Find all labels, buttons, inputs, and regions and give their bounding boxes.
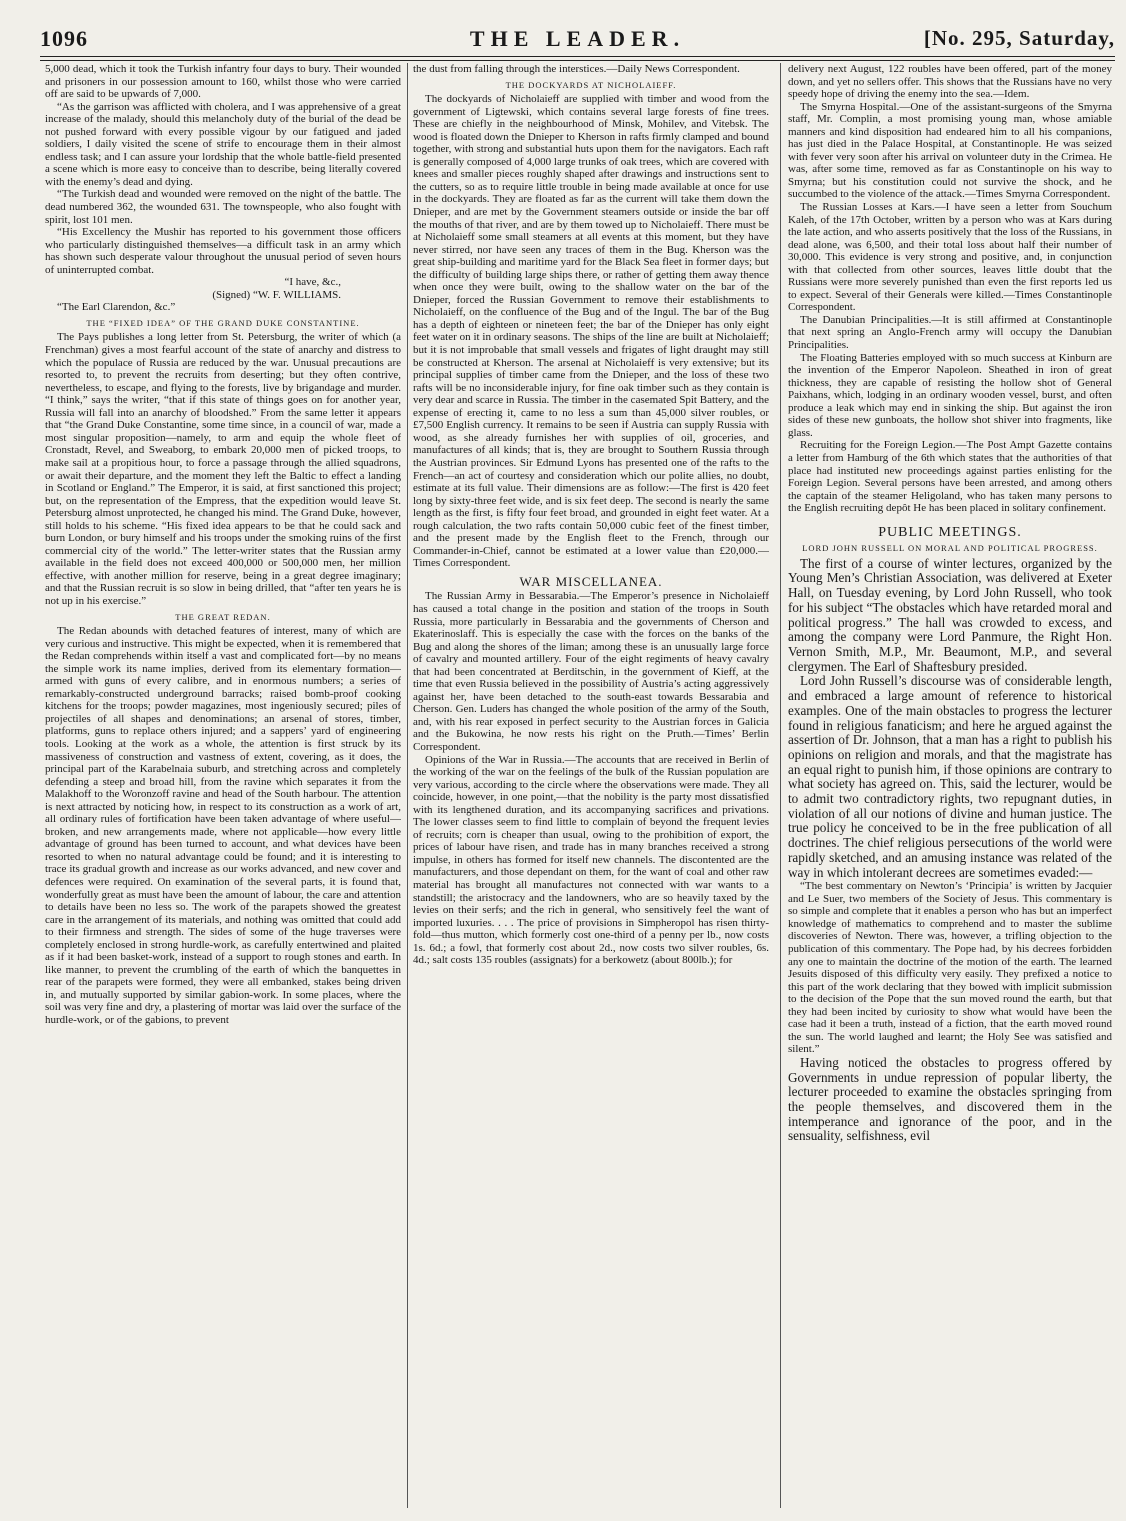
article-paragraph: The Pays publishes a long letter from St. Petersburg, the writer of which (a Frenchman) gives a most fearful account of the state of anarchy and distress to which the populace of Russia are reduced by the war. Unusual precautions are resorted to, to prevent the recruits from deserting; but they often contrive, nevertheless, to escape, and flying to the forests, live by brigandage and murder. “I think,” says the writer, “that if this state of things goes on for another year, Russia will fall into an anarchy of bloodshed.” From the same letter it appears that “the Grand Duke Constantine, some time since, in a council of war, made a most singular proposition—namely, to arm and equip the whole fleet of Cronstadt, Revel, and Sweaborg, to embark 20,000 men of picked troops, to make sail at a propitious hour, to force a passage through the allied squadrons, or await their departure, and the moment they left the Baltic to effect a landing in Scotland or England.” The Emperor, it is said, at first sanctioned this project; but, on the representation of the Empress, that the expedition would leave St. Petersburg almost unprotected, he changed his mind. The Grand Duke, however, still holds to his scheme. “His fixed idea appears to be that he could sack and burn London, or bury himself and his troops under the smoking ruins of the first commercial city of the world.” The letter-writer states that the Russian army available in the field does not exceed 400,000 or 500,000 men, her million effective, with another million for reserve, being in a great degree imaginary; and that the Russian recruit is so slow in being drilled, that “after ten years he is not up in his exercise.”	[45, 331, 401, 607]
article-paragraph: Opinions of the War in Russia.—The accounts that are received in Berlin of the working of the war on the feelings of the bulk of the Russian population are very various, according to the circle where the observations were made. They all coincide, however, in one point,—that the nobility is the party most dissatisfied with its lengthened duration, and its accompanying sacrifices and privations. The lower classes seem to find little to complain of beyond the frequent levies of recruits; corn is cheaper than usual, owing to the prohibition of export, the prices of labour have risen, and trade has in many branches received a strong impulse, in others has formed for itself new channels. The discontented are the manufacturers, and those dependant on them, for the want of coal and other raw material has brought all manufactures not connected with war wants to a standstill; the aristocracy and the landowners, who are so heavily taxed by the levies on their serfs; and the rich in general, who sensitively feel the want of imported luxuries. . . . The price of provisions in Simpheropol has risen thirty-fold—thus mutton, which formerly cost one-third of a penny per lb., now costs 1s. 6d.; a fowl, that formerly cost about 2d., now costs two silver roubles, 6s. 4d.; salt costs 135 roubles (assignats) for a berkowetz (about 800lb.); for	[413, 753, 769, 967]
column-1	[45, 63, 401, 1503]
page-number: 1096	[40, 26, 88, 51]
page-header	[40, 26, 1115, 56]
article-paragraph: The Russian Army in Bessarabia.—The Emperor’s presence in Nicholaieff has caused a total change in the position and station of the troops in South Russia, more particularly in Bessarabia and the governments of Cherson and Ekaterinoslaff. This is especially the case with the forces on the banks of the Bug and along the shores of the liman; among these is an unusually large force of cavalry and mounted artillery. Four of the eight regiments of heavy cavalry that had been concentrated at Berditschin, in the government of Kieff, at the time that even Russia believed in the possibility of Austria’s acting aggressively against her, have been detached to the south-east towards Bessarabia and Cherson. Gen. Luders has changed the whole position of the army of the South, and, with his rear exposed in perfect security to the Austrian forces in Galicia and the Bukowina, he now rests his right on the Pruth.—Times’ Berlin Correspondent.	[413, 590, 769, 753]
issue-info: [No. 295, Saturday,	[923, 26, 1115, 50]
quoted-paragraph: “The best commentary on Newton’s ‘Principia’ is written by Jacquier and Le Suer, two members of the Society of Jesus. This commentary is so simple and complete that it enables a person who has but an imperfect knowledge of mathematics to comprehend and to master the sublime discoveries of Newton. There was, however, a trifling objection to the publication of this commentary. The Pope had, by his decrees forbidden any one to maintain the doctrine of the motion of the earth. The learned Jesuits disposed of this difficulty very easily. They prefixed a notice to this part of the work declaring that they bowed with implicit submission to the decision of the Pope that the sun moved round the earth, but that they had been incited by curiosity to show what would have been the case had it been a truth, instead of a fiction, that the earth moved round the sun. The world laughed and learnt; the Holy See was satisfied and silent.”	[788, 880, 1112, 1056]
article-paragraph: Having noticed the obstacles to progress offered by Governments in undue repression of popular liberty, the lecturer proceeded to examine the obstacles springing from the people themselves, and discovered them in the intemperance and ignorance of the poor, and in the sensuality, selfishness, evil	[788, 1054, 1112, 1144]
article-paragraph: 5,000 dead, which it took the Turkish infantry four days to bury. Their wounded and prisoners in our possession amount to 160, whilst those who were carried off are said to be upwards of 7,000.	[45, 63, 401, 101]
column-3	[788, 63, 1112, 1503]
column-divider	[407, 63, 408, 1508]
column-divider	[780, 63, 781, 1508]
section-heading: PUBLIC MEETINGS.	[878, 524, 1022, 540]
article-paragraph: “As the garrison was afflicted with cholera, and I was apprehensive of a great increase of the malady, should this melancholy duty of the burial of the dead be not pushed forward with every possible vigour by our fatigued and jaded soldiers, I daily visited the scene of strife to encourage them in their almost endless task; and I can assure your lordship that the whole battle-field presented a scene which is more easy to conceive than to describe, being literally covered with the enemy’s dead and dying.	[45, 100, 401, 188]
article-paragraph: The dockyards of Nicholaieff are supplied with timber and wood from the government of Ligtewski, which contains several large forests of fine trees. These are chiefly in the neighbourhood of Minsk, Mohilev, and Vitebsk. The wood is floated down the Dnieper to Kherson in rafts firmly clamped and bound together, with strong and substantial huts upon them for the navigators. Each raft is generally composed of 4,000 large trunks of oak trees, which are covered with knees and smaller pieces roughly shaped after drawings and instructions sent to the cutters, so as to require little trouble in being made available at once for use in the dockyards. They are floated as far as the current will take them down the Dnieper, and are met by the Government steamers outside or inside the bar off the mouths of that river, and are by them towed up to Nicholaieff. There must be at Nicholaieff some small steamers at all events at this moment, but they have never stirred, nor have seen any traces of them in the Bug. Kherson was the great ship-building and maritime yard for the Black Sea fleet in former days; but the difficulty of building large ships there, or rather of getting them away thence when once they were built, owing to the shallow water on the bar of the Dnieper, forced the Russian Government to remove their establishments to Nicholaieff, on the confluence of the Bug and of the Ingul. The bar of the Bug has a depth of eighteen or nineteen feet; the bar of the Dnieper has only eight feet water on it in ordinary seasons. The ships of the line are built at Nicholaieff; but it is not improbable that small vessels and frigates of light draught may still be constructed at Kherson. The arsenal at Nicholaieff is very extensive; but its principal supplies of timber came from the Dnieper, and the loss of these two rafts will be no inconsiderable injury, for fine oak timber such as they contain is very dear and scarce in Russia. The timber in the casemated Spit Battery, and the expense of erecting it, came to no less a sum than 45,000 silver roubles, or £7,500 English currency. It remains to be seen if Austria can supply Russia with wood, as she already furnishes her with supplies of oil, groceries, and manufactures of all kinds; that is, they are brought to Southern Russia through the Austrian provinces. Sir Edmund Lyons has presented one of the rafts to the French—an act of courtesy and consideration which our polite allies, no doubt, estimate at its full value. Their dimensions are as follow:—The first is 420 feet long by sixty-three feet wide, and is six feet deep. The second is nearly the same length as the first, is fifty four feet broad, and grounded in eight feet water. At a rough calculation, the two rafts contain 50,000 cubic feet of the finest timber, and the present made by the English fleet to the French, through our Commander-in-Chief, cannot be estimated at a lower value than £20,000.—Times Correspondent.	[413, 93, 769, 570]
signature-line: “I have, &c.,	[284, 276, 341, 289]
section-heading: THE DOCKYARDS AT NICHOLAIEFF.	[505, 79, 677, 90]
article-paragraph: The Smyrna Hospital.—One of the assistant-surgeons of the Smyrna staff, Mr. Complin, a most promising young man, whose amiable manners and kind disposition had endeared him to all his companions, has just died in the Palace Hospital, at Constantinople. He was seized with fever very soon after his arrival on volunteer duty in the Crimea. He was, after some time, removed as far as Constantinople on his way to Smyrna; but his constitution could not survive the shock, and he succumbed to the violence of the attack.—Times Smyrna Correspondent.	[788, 100, 1112, 201]
article-paragraph: The Danubian Principalities.—It is still affirmed at Constantinople that next spring an Anglo-French army will occupy the Danubian Principalities.	[788, 313, 1112, 352]
section-heading: THE GREAT REDAN.	[175, 611, 271, 622]
masthead-title: THE LEADER.	[469, 26, 686, 51]
article-paragraph: Lord John Russell’s discourse was of considerable length, and embraced a large amount of reference to historical examples. One of the main obstacles to progress the lecturer found in religious fanaticism; and here he argued against the assertion of Dr. Johnson, that a man has a right to publish his opinions on religion and morals, and that the magistrate has an equal right to punish him, if those opinions are contrary to what society has agreed on. This, said the lecturer, would be to admit two contradictory rights, two repugnant duties, in violation of all our notions of divine and human justice. The true policy he conceived to be in the free publication of all doctrines. The chief religious persecutions of the world were rapidly sketched, and an amusing instance was related of the way in which intolerant decrees are sometimes evaded:—	[788, 673, 1112, 880]
article-paragraph: “His Excellency the Mushir has reported to his government those officers who particularly distinguished themselves—a difficult task in an army which has shown such desperate valour throughout the unusual period of seven hours of uninterrupted combat.	[45, 226, 401, 276]
article-paragraph: The first of a course of winter lectures, organized by the Young Men’s Christian Association, was delivered at Exeter Hall, on Tuesday evening, by Lord John Russell, who took for his subject “The obstacles which have retarded moral and political progress.” The hall was crowded to excess, and among the company were Lord Panmure, the Right Hon. Vernon Smith, M.P., Mr. Beaumont, M.P., and several clergymen. The Earl of Shaftesbury presided.	[788, 555, 1112, 674]
column-2	[413, 63, 769, 1503]
section-heading: THE “FIXED IDEA” OF THE GRAND DUKE CONSTANTINE.	[86, 317, 360, 328]
article-paragraph: Recruiting for the Foreign Legion.—The Post Ampt Gazette contains a letter from Hamburg of the 6th which states that the authorities of that place had instituted new proceedings against parties enlisting for the Foreign Legion. Several persons have been arrested, and among others the captain of the steamer Heligoland, who has taken many persons to the English recruiting depôt He has been placed in solitary confinement.	[788, 439, 1112, 515]
section-heading: WAR MISCELLANEA.	[519, 573, 663, 589]
section-subheading: LORD JOHN RUSSELL ON MORAL AND POLITICAL PROGRESS.	[802, 543, 1098, 554]
article-paragraph: The Redan abounds with detached features of interest, many of which are very curious and instructive. This might be expected, when it is remembered that the Redan comprehends within itself a vast and complicated fort—by no means the simple work its name implies, derived from its elementary formation—armed with guns of every calibre, and in enormous numbers; a series of remarkably-constructed underground barracks; raised bomb-proof cooking kitchens for the troops; powder magazines, most ingeniously secured; piles of projectiles of all shapes and denominations; an arsenal of stores, timber, platforms, guns to replace others injured; and a sappers’ yard of engineering tools. Looking at the work as a whole, the attention is first struck by its massiveness of construction and vastness of extent, covering, as it does, the principal part of the Karabelnaia suburb, and stretching across and completely defending a steep and broad hill, from the ravine which separates it from the Malakhoff to the Woronzoff ravine and head of the South harbour. The attention is next attracted by noticing how, in respect to its construction as a work of art, all ordinary rules of fortification have been taken advantage of where useful—broken, and new arrangements made, where not applicable—how every little advantage of ground has been turned to account, and what devices have been resorted to when no natural advantage could be found; and it is interesting to trace its gradual growth and increase as our works advanced, and new cover and defences were required. On examination of the several parts, it is found that, wonderfully great as must have been the amount of labour, the care and attention to details have been no less so. The work of the parapets showed the greatest care in the arrangement of its materials, and nothing was omitted that could add to their firmness and strength. The sides of some of the huge traverses were completely enclosed in strong hurdle-work, as carefully entertwined and plaited as if it had been basket-work, instead of a support to rough stones and earth. In like manner, to prevent the crumbling of the earth of which the banquettes in rear of the parapets were formed, they were all embanked, stakes being driven in, and mutually supported by similar gabion-work. In some places, where the soil was very fine and dry, a plastering of mortar was laid over the surface of the hurdle-work, or of the gabions, to prevent	[45, 625, 401, 1027]
signature-line: (Signed) “W. F. WILLIAMS.	[212, 288, 341, 301]
article-paragraph: The Russian Losses at Kars.—I have seen a letter from Souchum Kaleh, of the 17th October, written by a person who was at Kars during the late action, and who asserts positively that the loss of the Russians, in dead alone, was 6,500, and their total loss about half their number of 30,000. This evidence is very strong and positive, and, in conjunction with that collected from other sources, leaves little doubt that the Russians were more severely punished than even the first reports led us to expect. Several of their Generals were killed.—Times Constantinople Correspondent.	[788, 201, 1112, 314]
article-paragraph: the dust from falling through the interstices.—Daily News Correspondent.	[413, 63, 740, 75]
article-paragraph: “The Turkish dead and wounded were removed on the night of the battle. The dead numbered 362, the wounded 631. The townspeople, who also fought with spirit, lost 101 men.	[45, 188, 401, 226]
header-rule-top	[40, 56, 1115, 57]
article-paragraph: delivery next August, 122 roubles have been offered, part of the money down, and yet no sellers offer. This shows that the Russians have no very speedy hope of driving the enemy into the sea.—Idem.	[788, 63, 1112, 101]
header-rule-bottom	[40, 60, 1115, 61]
signature-line: “The Earl Clarendon, &c.”	[57, 301, 176, 314]
article-paragraph: The Floating Batteries employed with so much success at Kinburn are the invention of the Emperor Napoleon. Sheathed in iron of great thickness, they are capable of resisting the hollow shot of General Paixhans, which, lodging in an ordinary wooden vessel, burst, and often produce a leak which may end in sinking the ship. But against the iron sides of these new gunboats, the hollow shot shiver into fragments, like glass.	[788, 351, 1112, 439]
